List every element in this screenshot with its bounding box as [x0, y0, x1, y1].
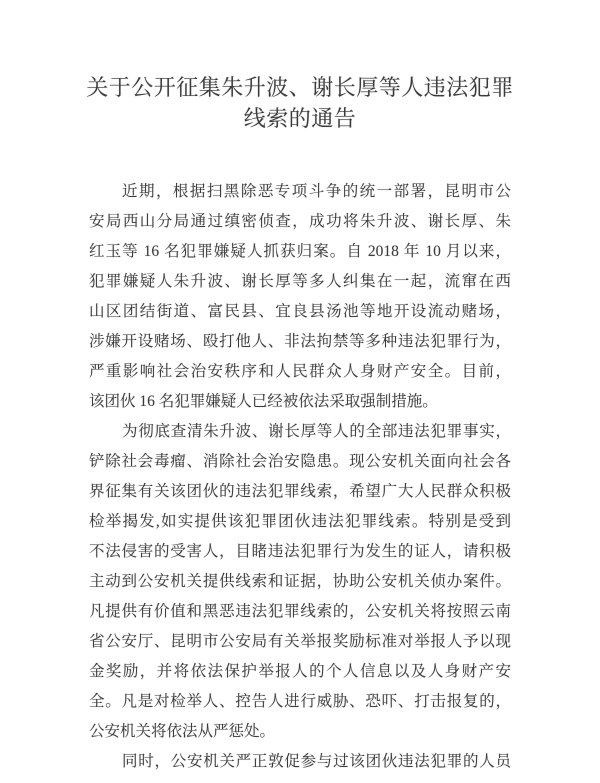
text-line: 严重影响社会治安秩序和人民群众人身财产安全。目前， — [89, 363, 511, 380]
document-title — [0, 72, 600, 134]
text-line: 全。凡是对检举人、控告人进行威胁、恐吓、打击报复的， — [89, 693, 511, 710]
text-line: 同时，公安机关严正敦促参与过该团伙违法犯罪的人员 — [122, 753, 511, 770]
paragraph — [89, 747, 511, 777]
text-line: 该团伙 16 名犯罪嫌疑人已经被依法采取强制措施。 — [89, 393, 438, 410]
text-line: 界征集有关该团伙的违法犯罪线索，希望广大人民群众积极 — [89, 483, 511, 500]
text-line: 金奖励，并将依法保护举报人的个人信息以及人身财产安 — [89, 663, 511, 680]
document-body — [89, 177, 511, 777]
text-line: 山区团结街道、富民县、宜良县汤池等地开设流动赌场， — [89, 303, 511, 320]
text-line: 红玉等 16 名犯罪嫌疑人抓获归案。自 2018 年 10 月以来， — [89, 243, 511, 260]
text-line: 检举揭发,如实提供该犯罪团伙违法犯罪线索。特别是受到 — [89, 513, 511, 530]
text-line: 安局西山分局通过缜密侦查，成功将朱升波、谢长厚、朱 — [89, 213, 511, 230]
title-line-2: 线索的通告 — [243, 106, 357, 131]
text-line: 凡提供有价值和黑恶违法犯罪线索的，公安机关将按照云南 — [89, 603, 511, 620]
text-line: 公安机关将依法从严惩处。 — [89, 723, 276, 740]
paragraph — [89, 177, 511, 417]
title-line-1: 关于公开征集朱升波、谢长厚等人违法犯罪 — [86, 75, 514, 100]
paragraph — [89, 417, 511, 747]
text-line: 涉嫌开设赌场、殴打他人、非法拘禁等多种违法犯罪行为， — [89, 333, 511, 350]
text-line: 近期，根据扫黑除恶专项斗争的统一部署，昆明市公 — [122, 183, 511, 200]
text-line: 为彻底查清朱升波、谢长厚等人的全部违法犯罪事实， — [122, 423, 511, 440]
text-line: 犯罪嫌疑人朱升波、谢长厚等多人纠集在一起，流窜在西 — [89, 273, 511, 290]
text-line: 省公安厅、昆明市公安局有关举报奖励标准对举报人予以现 — [89, 633, 511, 650]
text-line: 主动到公安机关提供线索和证据，协助公安机关侦办案件。 — [89, 573, 511, 590]
text-line: 不法侵害的受害人，目睹违法犯罪行为发生的证人，请积极 — [89, 543, 511, 560]
text-line: 铲除社会毒瘤、消除社会治安隐患。现公安机关面向社会各 — [89, 453, 511, 470]
